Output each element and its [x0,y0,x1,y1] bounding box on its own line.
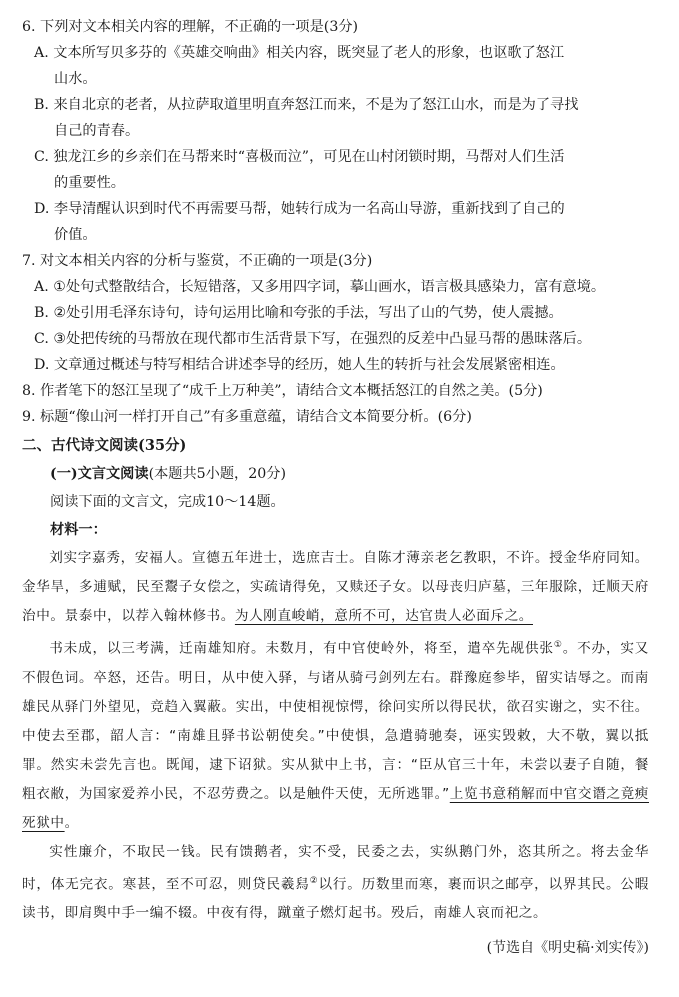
footnote-marker-2: ② [309,875,319,886]
underlined-sentence-2: 上览书意稍解而中官交谮之竟瘐死狱中 [22,785,649,831]
question-6-option-d: D. 李导清醒认识到时代不再需要马帮，她转行成为一名高山导游，重新找到了自己的 价值。 [34,201,565,243]
part-1-title: (一)文言文阅读 [50,466,149,482]
question-8: 8. 作者笔下的怒江呈现了“成千上万种美”，请结合文本概括怒江的自然之美。(5分) [22,383,543,399]
question-9: 9. 标题“像山河一样打开自己”有多重意蕴，请结合文本简要分析。(6分) [22,409,472,425]
question-6-option-a: A. 文本所写贝多芬的《英雄交响曲》相关内容，既突显了老人的形象，也讴歌了怒江 山水。 [34,45,565,87]
question-6-option-b: B. 来自北京的老者，从拉萨取道里明直奔怒江而来，不是为了怒江山水，而是为了寻找 自己的青春。 [34,97,579,139]
section-2-heading: 二、古代诗文阅读(35分) [22,437,187,454]
passage-source: (节选自《明史稿·刘实传》) [486,940,649,957]
question-6-option-c: C. 独龙江乡的乡亲们在马帮来时“喜极而泣”，可见在山村闭锁时期，马帮对人们生活 的重要性。 [34,149,565,191]
part-1-heading [22,460,649,488]
question-7-option-d: D. 文章通过概述与特写相结合讲述李导的经历，她人生的转折与社会发展紧密相连。 [34,357,565,373]
passage-paragraph-1: 刘实字嘉秀，安福人。宣德五年进士，选庶吉士。自陈才薄亲老乞教职，不许。授金华府同知。金华旱，多逋赋，民至鬻子女偿之，实疏请得免，又赎还子女。以母丧归庐墓，三年服除，迁顺天府治中。景泰中，以荐入翰林修书。为人刚直峻峭，意所不可，达官贵人必面斥之。 [22,550,649,624]
question-6-stem: 6. 下列对文本相关内容的理解，不正确的一项是(3分) [22,19,359,35]
part-1-note: (本题共5小题，20分) [148,466,287,482]
material-label: 材料一： [50,522,107,538]
question-7-option-c: C. ③处把传统的马帮放在现代都市生活背景下写，在强烈的反差中凸显马帮的愚昧落后。 [34,331,592,347]
passage-paragraph-2: 书未成，以三考满，迁南雄知府。未数月，有中官使岭外，将至，遣卒先觇供张①。不办，实又不假色词。卒怒，还告。明日，从中使入驿，与诸从骑弓剑列左右。群豫庭参毕，留实诘辱之。而南雄民从驿门外望见，竞趋入翼蔽。实出，中使相视惊愕，徐问实所以得民状，欲召实谢之，实不往。中使去至郡，韶人言：“南雄且驿书讼朝使矣。”中使惧，急遣骑驰奏，诬实毁敕，大不敬，翼以抵罪。然实未尝先言也。既闻，逮下诏狱。实从狱中上书，言：“臣从官三十年，未尝以妻子自随，餐粗衣敝，为国家爱养小民，不忍劳费之。以是触件天使，无所逃罪。”上览书意稍解而中官交谮之竟瘐死狱中。 [22,640,650,831]
question-7-stem: 7. 对文本相关内容的分析与鉴赏，不正确的一项是(3分) [22,253,373,269]
reading-instruction: 阅读下面的文言文，完成10～14题。 [50,494,285,510]
passage-paragraph-3: 实性廉介，不取民一钱。民有馈鹅者，实不受，民委之去，实纵鹅门外，恣其所之。将去金华时，体无完衣。寒甚，至不可忍，则贷民羲舄②以行。历数里而寒，裹而识之邮亭，以界其民。公暇读书，即肩舆中手一编不辍。中夜有得，蹴童子燃灯起书。殁后，南雄人哀而祀之。 [22,843,649,922]
underlined-sentence-1: 为人刚直峻峭，意所不可，达官贵人必面斥之。 [234,608,533,624]
footnote-marker-1: ① [553,640,563,650]
question-7-option-a: A. ①处句式整散结合，长短错落，又多用四字词，摹山画水，语言极具感染力，富有意境。 [34,279,606,295]
question-7-option-b: B. ②处引用毛泽东诗句，诗句运用比喻和夸张的手法，写出了山的气势，使人震撼。 [34,305,563,321]
